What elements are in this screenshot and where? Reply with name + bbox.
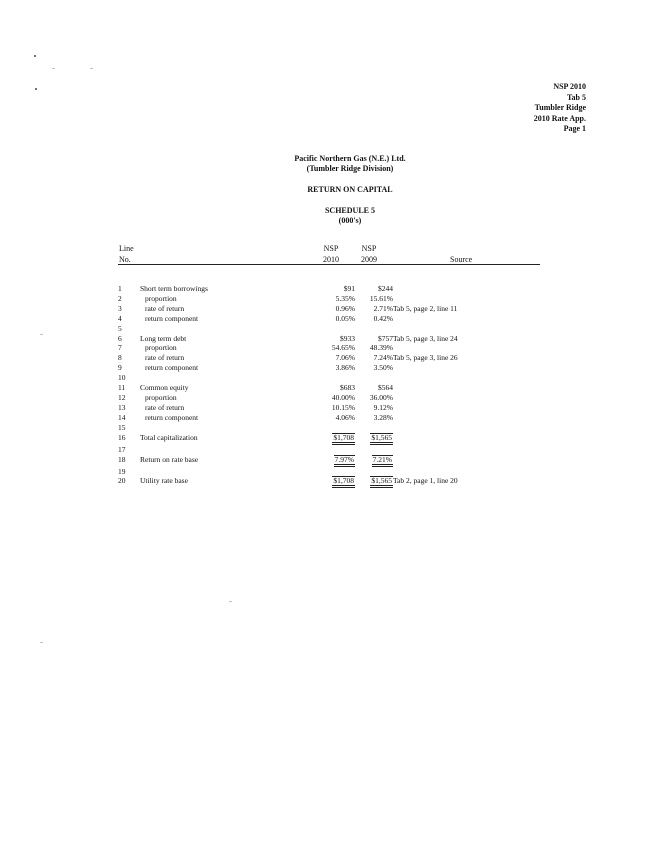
value-2009-total: 7.21%	[372, 455, 393, 467]
value-2010	[317, 423, 355, 433]
value-2009: 36.00%	[369, 392, 393, 402]
scan-speck	[35, 88, 37, 90]
source-reference	[393, 467, 458, 477]
table-row	[118, 403, 458, 413]
column-header-line	[119, 243, 134, 265]
line-number: 3	[118, 303, 122, 313]
value-2010: $91	[343, 284, 355, 293]
table-row	[118, 353, 458, 363]
line-number: 15	[118, 422, 126, 432]
row-description: proportion	[145, 293, 177, 303]
line-number: 8	[118, 353, 122, 363]
return-on-capital-table	[118, 284, 458, 488]
document-header	[534, 82, 586, 135]
schedule-number: SCHEDULE 5	[324, 206, 375, 215]
table-row	[118, 383, 458, 393]
column-header-2009-bottom: 2009	[361, 255, 377, 264]
row-description: Common equity	[140, 383, 189, 393]
value-2009	[355, 476, 393, 488]
value-2009: 9.12%	[373, 402, 393, 412]
line-number: 18	[118, 454, 126, 464]
scan-speck	[34, 55, 36, 57]
table-row	[118, 467, 458, 477]
header-line: Page 1	[563, 124, 586, 133]
line-number: 19	[118, 466, 126, 476]
value-2010: 4.06%	[335, 412, 355, 422]
value-2009: 3.28%	[373, 412, 393, 422]
source-reference: Tab 2, page 1, line 20	[393, 476, 458, 486]
value-2009: 48.39%	[369, 343, 393, 353]
source-reference	[393, 383, 458, 393]
line-number: 5	[118, 323, 122, 333]
value-2010: 3.86%	[335, 363, 355, 373]
table-row	[118, 433, 458, 445]
table-row	[118, 423, 458, 433]
source-reference	[393, 455, 458, 467]
row-description: Long term debt	[140, 333, 187, 343]
column-header-2010-bottom: 2010	[323, 255, 339, 264]
division-name: (Tumbler Ridge Division)	[306, 164, 394, 173]
schedule-title	[240, 206, 460, 226]
value-2010: 40.00%	[331, 392, 355, 402]
value-2010	[317, 324, 355, 334]
table-row	[118, 445, 458, 455]
value-2010: 0.96%	[335, 303, 355, 313]
row-description: return component	[145, 412, 199, 422]
column-header-2010-top: NSP	[323, 244, 339, 253]
value-2009: 2.71%	[373, 303, 393, 313]
row-description	[140, 423, 317, 433]
line-number: 14	[118, 412, 126, 422]
table-row	[118, 476, 458, 488]
source-reference	[393, 373, 458, 383]
value-2010: 10.15%	[331, 402, 355, 412]
source-reference: Tab 5, page 2, line 11	[393, 303, 458, 313]
value-2009	[355, 445, 393, 455]
value-2009-total: $1,565	[370, 433, 393, 445]
value-2009	[355, 433, 393, 445]
value-2010	[317, 373, 355, 383]
scan-speck	[52, 68, 55, 69]
column-header-2010	[316, 243, 346, 265]
table-row	[118, 455, 458, 467]
line-number: 20	[118, 476, 126, 486]
column-header-line-top: Line	[119, 244, 134, 253]
value-2010: $683	[340, 383, 355, 393]
company-name: Pacific Northern Gas (N.E.) Ltd.	[294, 154, 406, 163]
line-number: 4	[118, 313, 122, 323]
header-line: NSP 2010	[553, 82, 586, 91]
table-row	[118, 284, 458, 294]
row-description	[140, 324, 317, 334]
source-reference	[393, 343, 458, 353]
source-reference	[393, 403, 458, 413]
company-title	[240, 154, 460, 174]
line-number: 1	[118, 284, 122, 293]
value-2009: 0.42%	[373, 313, 393, 323]
line-number: 9	[118, 363, 122, 373]
value-2010-total: $1,708	[332, 476, 355, 488]
line-number: 13	[118, 402, 126, 412]
source-reference	[393, 393, 458, 403]
header-line: Tumbler Ridge	[534, 103, 586, 112]
value-2009: $757	[378, 333, 393, 343]
value-2010: 0.05%	[335, 313, 355, 323]
source-reference	[393, 294, 458, 304]
row-description: return component	[145, 363, 199, 373]
value-2010	[317, 467, 355, 477]
value-2010: 5.35%	[335, 293, 355, 303]
column-header-source: Source	[450, 255, 473, 264]
table-row	[118, 373, 458, 383]
table-row	[118, 413, 458, 423]
value-2009: 3.50%	[373, 363, 393, 373]
value-2009-total: $1,565	[370, 476, 393, 488]
value-2010	[317, 433, 355, 445]
value-2009: $244	[378, 284, 393, 293]
row-description: rate of return	[145, 402, 185, 412]
line-number: 11	[118, 383, 126, 393]
value-2010-total: $1,708	[332, 433, 355, 445]
table-row	[118, 334, 458, 344]
table-row	[118, 343, 458, 353]
line-number: 16	[118, 432, 126, 442]
value-2010: $933	[340, 333, 355, 343]
line-number: 17	[118, 444, 126, 454]
value-2010-total: 7.97%	[334, 455, 355, 467]
value-2010	[317, 455, 355, 467]
line-number: 6	[118, 333, 122, 343]
column-header-2009	[354, 243, 384, 265]
row-description: return component	[145, 313, 199, 323]
units-label: (000's)	[338, 216, 362, 225]
source-reference: Tab 5, page 3, line 24	[393, 333, 458, 343]
value-2010	[317, 445, 355, 455]
column-header-2009-top: NSP	[361, 244, 377, 253]
scan-speck	[90, 68, 93, 69]
line-number: 2	[118, 293, 122, 303]
source-reference	[393, 284, 458, 294]
scan-speck	[40, 642, 43, 643]
value-2010	[317, 476, 355, 488]
line-number: 12	[118, 392, 126, 402]
source-reference	[393, 314, 458, 324]
source-reference: Tab 5, page 3, line 26	[393, 353, 458, 363]
value-2009: 15.61%	[369, 293, 393, 303]
table-row	[118, 363, 458, 373]
scan-speck	[40, 334, 43, 335]
scan-speck	[229, 601, 232, 602]
source-reference	[393, 423, 458, 433]
header-line: 2010 Rate App.	[533, 113, 586, 123]
value-2009	[355, 373, 393, 383]
source-reference	[393, 445, 458, 455]
source-reference	[393, 433, 458, 445]
source-reference	[393, 363, 458, 373]
header-line: Tab 5	[566, 92, 586, 102]
table-row	[118, 314, 458, 324]
value-2009	[355, 467, 393, 477]
value-2010: 54.65%	[331, 343, 355, 353]
line-number: 10	[118, 373, 126, 383]
row-description: proportion	[145, 392, 177, 402]
row-description	[140, 373, 317, 383]
line-number: 7	[118, 343, 122, 353]
row-description	[140, 467, 317, 477]
value-2009	[355, 455, 393, 467]
page-title: RETURN ON CAPITAL	[307, 185, 393, 194]
table-row	[118, 324, 458, 334]
row-description: Total capitalization	[140, 432, 198, 442]
source-reference	[393, 413, 458, 423]
column-header-line-bottom: No.	[119, 255, 131, 264]
row-description: rate of return	[145, 353, 185, 363]
row-description: proportion	[145, 343, 177, 353]
row-description: Return on rate base	[140, 454, 199, 464]
row-description	[140, 445, 317, 455]
row-description: Utility rate base	[140, 476, 188, 486]
row-description: Short term borrowings	[140, 284, 208, 293]
value-2009	[355, 324, 393, 334]
value-2009	[355, 423, 393, 433]
value-2009: $564	[378, 383, 393, 393]
row-description: rate of return	[145, 303, 185, 313]
value-2010: 7.06%	[335, 353, 355, 363]
source-reference	[393, 324, 458, 334]
table-row	[118, 294, 458, 304]
value-2009: 7.24%	[373, 353, 393, 363]
table-row	[118, 393, 458, 403]
header-divider	[118, 264, 540, 265]
table-row	[118, 304, 458, 314]
